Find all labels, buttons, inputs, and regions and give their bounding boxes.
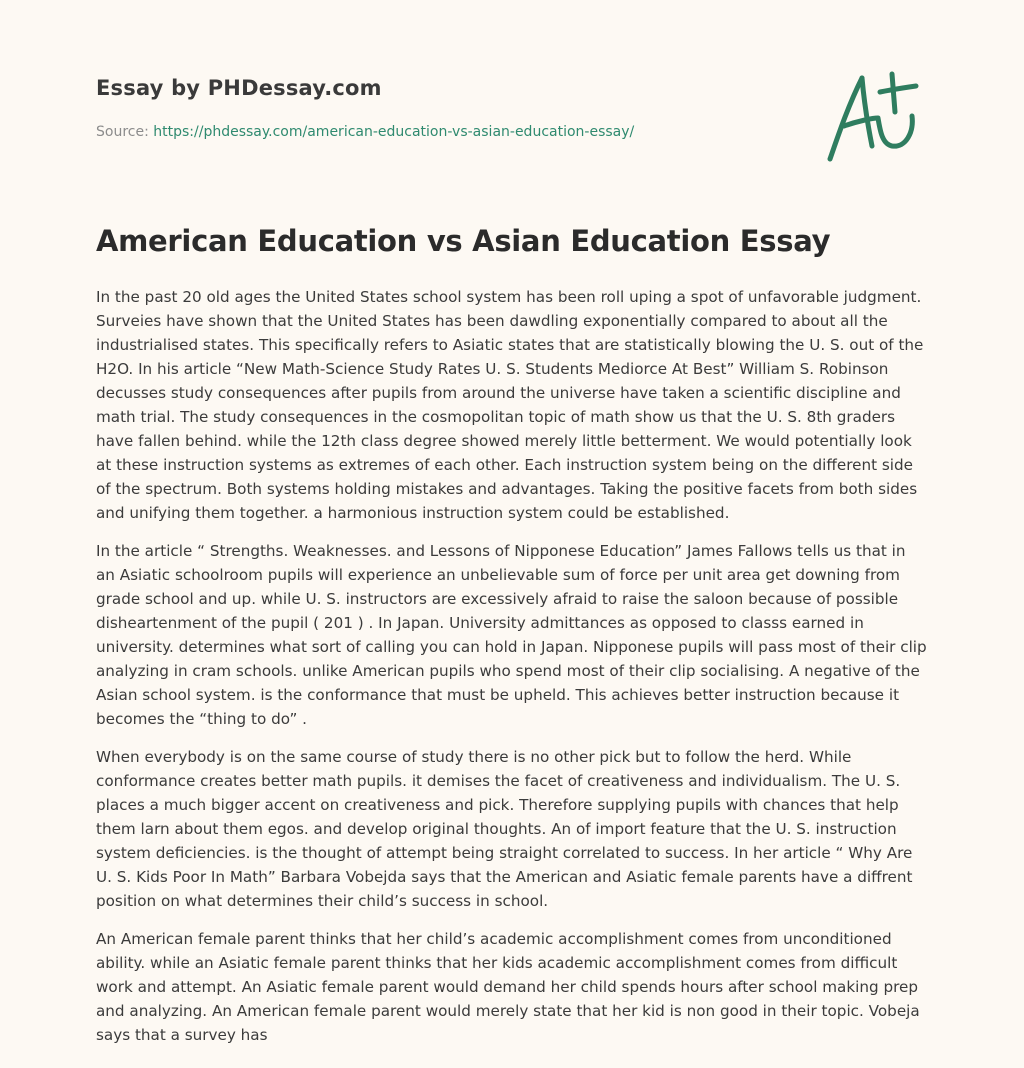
source-link[interactable]: https://phdessay.com/american-education-vs-asian-education-essay/ bbox=[153, 124, 635, 140]
paragraph-1: In the past 20 old ages the United States school system has been roll uping a spot of unfavorable judgment. Surveies have shown that the United States has been dawdling exponentially compared to about all the industrialised states. This specifically refers to Asiatic states that are statistically blowing the U. S. out of the H2O. In his article “New Math-Science Study Rates U. S. Students Mediorce At Best” William S. Robinson decusses study consequences after pupils from around the universe have taken a scientific discipline and math trial. The study consequences in the cosmopolitan topic of math show us that the U. S. 8th graders have fallen behind. while the 12th class degree showed merely little betterment. We would potentially look at these instruction systems as extremes of each other. Each instruction system being on the different side of the spectrum. Both systems holding mistakes and advantages. Taking the positive facets from both sides and unifying them together. a harmonious instruction system could be established. bbox=[96, 288, 924, 522]
paragraph-2: In the article “ Strengths. Weaknesses. and Lessons of Nipponese Education” James Fallows tells us that in an Asiatic schoolroom pupils will experience an unbelievable sum of force per unit area get downing from grade school and up. while U. S. instructors are excessively afraid to raise the saloon because of possible disheartenment of the pupil ( 201 ) . In Japan. University admittances as opposed to classs earned in university. determines what sort of calling you can hold in Japan. Nipponese pupils will pass most of their clip analyzing in cram schools. unlike American pupils who spend most of their clip socialising. A negative of the Asian school system. is the conformance that must be upheld. This achieves better instruction because it becomes the “thing to do” . bbox=[96, 542, 927, 728]
a-plus-logo-icon bbox=[818, 66, 930, 166]
source-line bbox=[96, 124, 634, 140]
paragraph-4: An American female parent thinks that her child’s academic accomplishment comes from unconditioned ability. while an Asiatic female parent thinks that her kids academic accomplishment comes from difficult work and attempt. An Asiatic female parent would demand her child spends hours after school making prep and analyzing. An American female parent would merely state that her kid is non good in their topic. Vobeja says that a survey has bbox=[96, 930, 920, 1044]
source-label: Source: bbox=[96, 124, 149, 140]
essay-title: American Education vs Asian Education Essay bbox=[96, 224, 831, 258]
paragraph-3: When everybody is on the same course of study there is no other pick but to follow the herd. While conformance creates better math pupils. it demises the facet of creativeness and individualism. The U. S. places a much bigger accent on creativeness and pick. Therefore supplying pupils with chances that help them larn about them egos. and develop original thoughts. An of import feature that the U. S. instruction system deficiencies. is the thought of attempt being straight correlated to success. In her article “ Why Are U. S. Kids Poor In Math” Barbara Vobejda says that the American and Asiatic female parents have a diffrent position on what determines their child’s success in school. bbox=[96, 748, 913, 910]
essay-body bbox=[96, 285, 928, 1061]
site-brand: Essay by PHDessay.com bbox=[96, 76, 382, 100]
